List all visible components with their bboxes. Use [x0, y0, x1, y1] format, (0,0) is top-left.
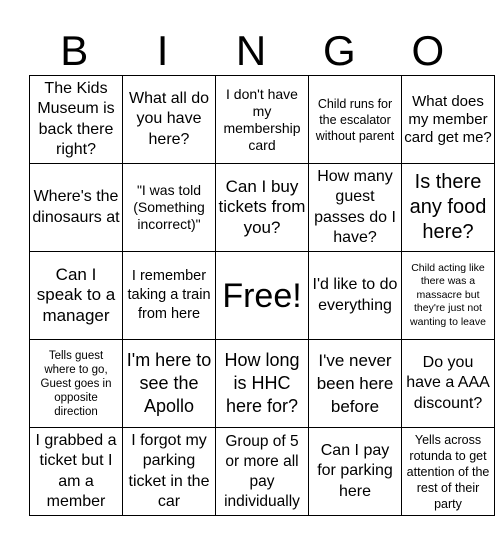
- bingo-cell[interactable]: Tells guest where to go, Guest goes in opposite direction: [30, 340, 123, 428]
- header-letter-n: N: [235, 27, 267, 74]
- bingo-header: [30, 27, 472, 74]
- header-letter-g: G: [323, 27, 356, 74]
- header-letter-i: I: [156, 27, 169, 74]
- bingo-cell[interactable]: I'm here to see the Apollo: [123, 340, 216, 428]
- bingo-cell[interactable]: I remember taking a train from here: [123, 252, 216, 340]
- bingo-board: [29, 75, 495, 516]
- bingo-cell[interactable]: I don't have my membership card: [216, 76, 309, 164]
- bingo-cell[interactable]: What all do you have here?: [123, 76, 216, 164]
- bingo-cell[interactable]: What does my member card get me?: [402, 76, 495, 164]
- board-row: [30, 252, 495, 340]
- bingo-cell[interactable]: Can I pay for parking here: [309, 428, 402, 516]
- bingo-cell[interactable]: Child runs for the escalator without parent: [309, 76, 402, 164]
- bingo-cell[interactable]: Do you have a AAA discount?: [402, 340, 495, 428]
- board-row: [30, 76, 495, 164]
- bingo-cell[interactable]: I've never been here before: [309, 340, 402, 428]
- bingo-cell[interactable]: I forgot my parking ticket in the car: [123, 428, 216, 516]
- bingo-cell[interactable]: Child acting like there was a massacre but they're just not wanting to leave: [402, 252, 495, 340]
- header-letter-o: O: [411, 27, 445, 74]
- board-row: [30, 164, 495, 252]
- board-row: [30, 340, 495, 428]
- board-row: [30, 428, 495, 516]
- bingo-cell[interactable]: I'd like to do everything: [309, 252, 402, 340]
- bingo-cell[interactable]: I grabbed a ticket but I am a member: [30, 428, 123, 516]
- bingo-cell[interactable]: Is there any food here?: [402, 164, 495, 252]
- bingo-cell[interactable]: Can I speak to a manager: [30, 252, 123, 340]
- bingo-cell[interactable]: How many guest passes do I have?: [309, 164, 402, 252]
- bingo-cell[interactable]: Can I buy tickets from you?: [216, 164, 309, 252]
- bingo-cell[interactable]: How long is HHC here for?: [216, 340, 309, 428]
- bingo-cell[interactable]: Where's the dinosaurs at: [30, 164, 123, 252]
- bingo-cell[interactable]: The Kids Museum is back there right?: [30, 76, 123, 164]
- free-space-cell[interactable]: Free!: [216, 252, 309, 340]
- header-letter-b: B: [60, 27, 89, 74]
- bingo-cell[interactable]: Yells across rotunda to get attention of the rest of their party: [402, 428, 495, 516]
- bingo-cell[interactable]: Group of 5 or more all pay individually: [216, 428, 309, 516]
- bingo-cell[interactable]: "I was told (Something incorrect)": [123, 164, 216, 252]
